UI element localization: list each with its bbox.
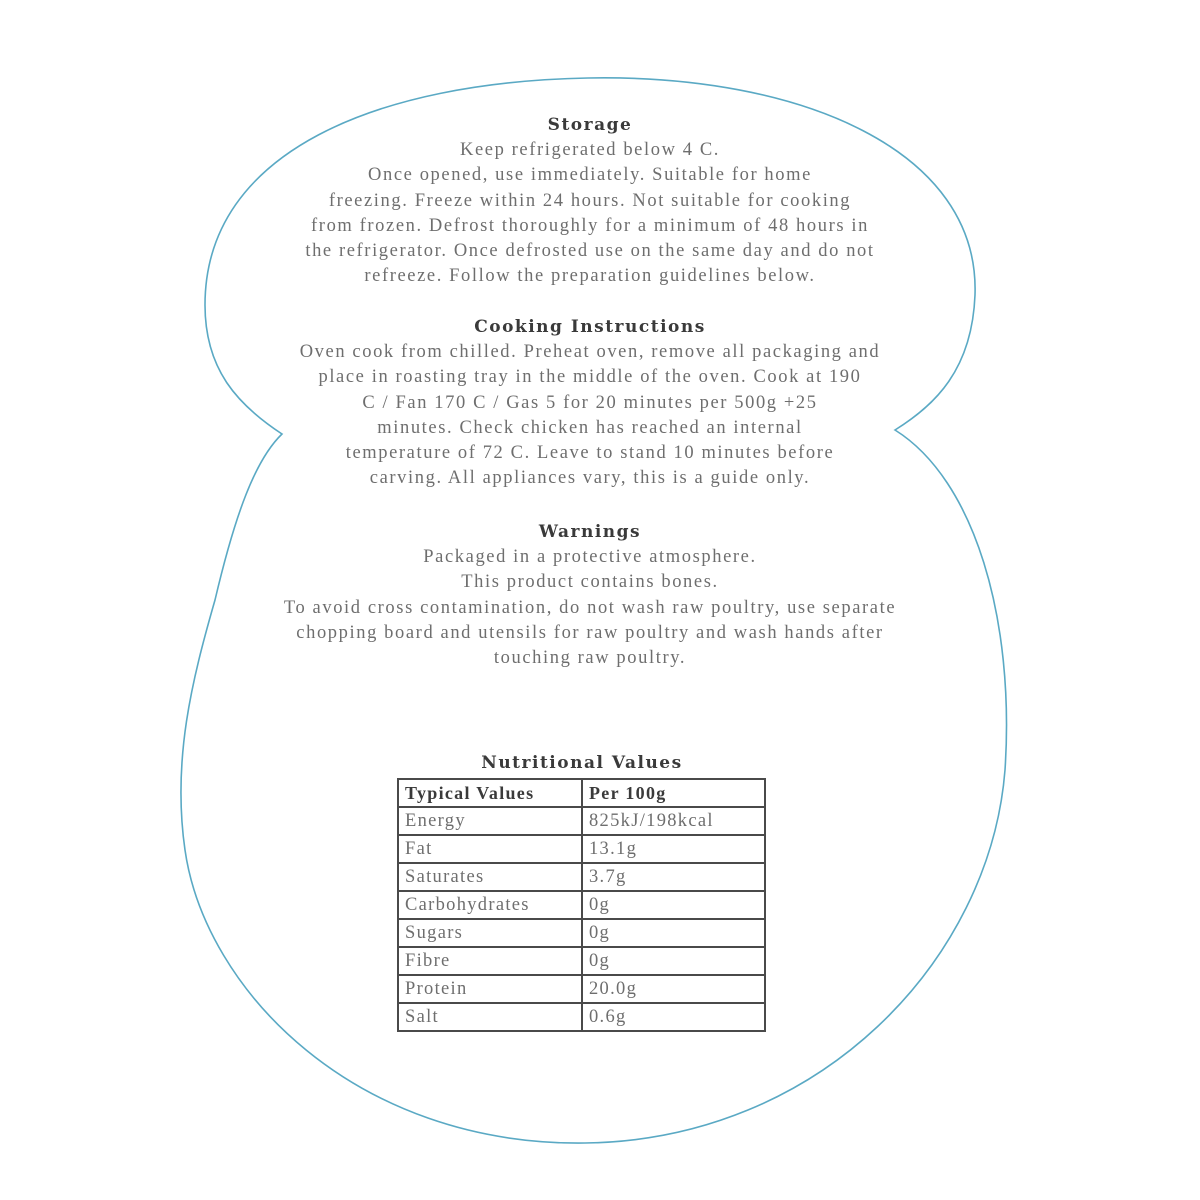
nutrient-value: 0.6g bbox=[582, 1003, 765, 1031]
cooking-section bbox=[150, 315, 1030, 492]
warnings-line: To avoid cross contamination, do not wash raw poultry, use separate bbox=[283, 597, 897, 618]
nutrient-name: Sugars bbox=[398, 919, 582, 947]
cooking-heading: Cooking Instructions bbox=[474, 317, 706, 337]
nutrition-header-row bbox=[398, 779, 765, 807]
table-row bbox=[398, 919, 765, 947]
nutrition-section bbox=[397, 751, 767, 1032]
warnings-heading: Warnings bbox=[538, 522, 642, 542]
warnings-line: Packaged in a protective atmosphere. bbox=[423, 547, 757, 567]
warnings-line: This product contains bones. bbox=[461, 572, 719, 593]
storage-line: Keep refrigerated below 4 C. bbox=[459, 140, 721, 160]
storage-line: refreeze. Follow the preparation guidelines below. bbox=[364, 266, 816, 287]
nutrient-name: Fat bbox=[398, 835, 582, 863]
cooking-line: place in roasting tray in the middle of the oven. Cook at 190 bbox=[318, 367, 862, 388]
table-row bbox=[398, 807, 765, 835]
nutrient-value: 3.7g bbox=[582, 863, 765, 891]
storage-heading: Storage bbox=[547, 115, 633, 135]
storage-line: from frozen. Defrost thoroughly for a minimum of 48 hours in bbox=[311, 215, 869, 236]
storage-text bbox=[240, 138, 940, 290]
cooking-line: minutes. Check chicken has reached an internal bbox=[377, 417, 803, 438]
nutrient-name: Saturates bbox=[398, 863, 582, 891]
table-row bbox=[398, 835, 765, 863]
storage-line: freezing. Freeze within 24 hours. Not suitable for cooking bbox=[328, 190, 852, 211]
cooking-text bbox=[240, 340, 940, 492]
table-row bbox=[398, 947, 765, 975]
cooking-line: carving. All appliances vary, this is a guide only. bbox=[369, 468, 811, 489]
nutrient-value: 0g bbox=[582, 919, 765, 947]
warnings-text bbox=[210, 545, 970, 671]
storage-line: Once opened, use immediately. Suitable for home bbox=[368, 165, 812, 186]
table-row bbox=[398, 975, 765, 1003]
table-row bbox=[398, 891, 765, 919]
nutrient-value: 825kJ/198kcal bbox=[582, 807, 765, 835]
column-header-per-100g: Per 100g bbox=[582, 779, 765, 807]
nutrient-name: Salt bbox=[398, 1003, 582, 1031]
warnings-line: touching raw poultry. bbox=[493, 648, 687, 669]
warnings-section bbox=[150, 520, 1030, 671]
table-row bbox=[398, 863, 765, 891]
column-header-typical-values: Typical Values bbox=[398, 779, 582, 807]
cooking-line: C / Fan 170 C / Gas 5 for 20 minutes per 500g +25 bbox=[362, 392, 818, 413]
nutrition-table bbox=[397, 778, 766, 1032]
table-row bbox=[398, 1003, 765, 1031]
nutrient-value: 20.0g bbox=[582, 975, 765, 1003]
nutrient-value: 0g bbox=[582, 947, 765, 975]
nutrient-name: Fibre bbox=[398, 947, 582, 975]
nutrient-value: 0g bbox=[582, 891, 765, 919]
warnings-line: chopping board and utensils for raw poultry and wash hands after bbox=[296, 622, 884, 643]
nutrient-value: 13.1g bbox=[582, 835, 765, 863]
nutrient-name: Carbohydrates bbox=[398, 891, 582, 919]
cooking-line: Oven cook from chilled. Preheat oven, remove all packaging and bbox=[299, 342, 881, 362]
cooking-line: temperature of 72 C. Leave to stand 10 minutes before bbox=[345, 443, 835, 464]
nutrient-name: Energy bbox=[398, 807, 582, 835]
storage-section bbox=[150, 113, 1030, 290]
storage-line: the refrigerator. Once defrosted use on the same day and do not bbox=[305, 241, 875, 262]
nutrient-name: Protein bbox=[398, 975, 582, 1003]
nutrition-heading: Nutritional Values bbox=[481, 753, 683, 773]
